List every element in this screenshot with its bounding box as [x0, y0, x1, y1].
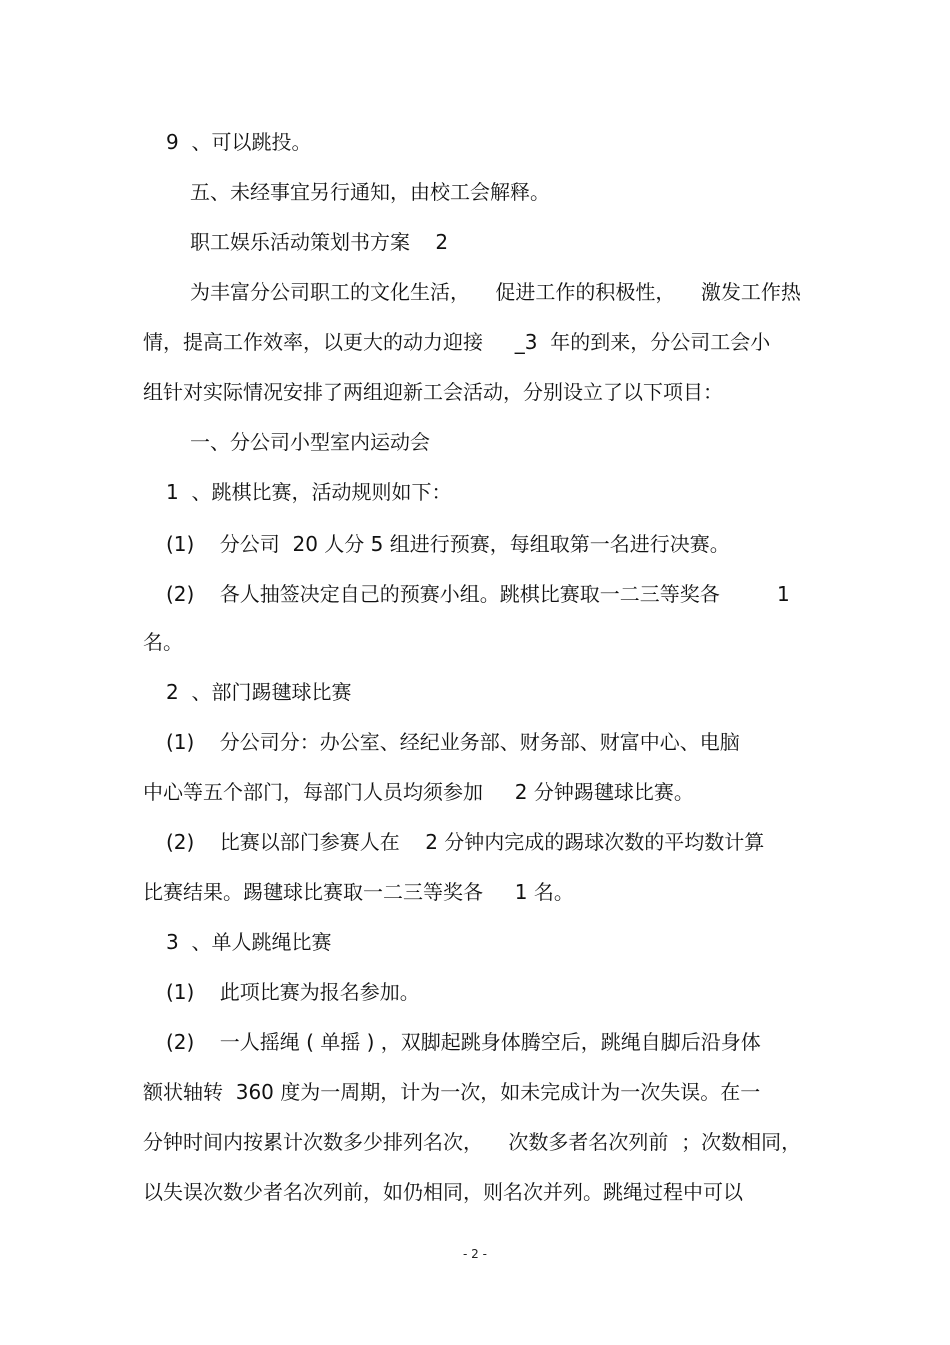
text-line: 组针对实际情况安排了两组迎新工会活动，分别设立了以下项目： [143, 380, 723, 404]
text-line: 额状轴转 360 度为一周期，计为一次，如未完成计为一次失误。在一 [143, 1080, 761, 1104]
text-line: 中心等五个部门，每部门人员均须参加 2 分钟踢毽球比赛。 [143, 780, 694, 804]
text-line: (2) 一人摇绳 ( 单摇 ) ，双脚起跳身体腾空后，跳绳自脚后沿身体 [166, 1030, 761, 1054]
text-line: (2) 各人抽签决定自己的预赛小组。跳棋比赛取一二三等奖各 1 [166, 582, 790, 606]
text-line: 五、未经事宜另行通知，由校工会解释。 [190, 180, 550, 204]
text-line: 为丰富分公司职工的文化生活， 促进工作的积极性， 激发工作热 [190, 280, 801, 304]
page-number: - 2 - [463, 1247, 487, 1261]
text-line: (2) 比赛以部门参赛人在 2 分钟内完成的踢球次数的平均数计算 [166, 830, 765, 854]
text-line: 名。 [143, 630, 183, 654]
text-line: 9 、可以跳投。 [166, 130, 312, 154]
text-line: 分钟时间内按累计次数多少排列名次， 次数多者名次列前 ；次数相同， [143, 1130, 802, 1154]
text-line: (1) 分公司分：办公室、经纪业务部、财务部、财富中心、电脑 [166, 730, 740, 754]
text-line: 一、分公司小型室内运动会 [190, 430, 430, 454]
text-line: 职工娱乐活动策划书方案 2 [190, 230, 449, 254]
text-line: 3 、单人跳绳比赛 [166, 930, 332, 954]
text-line: 1 、跳棋比赛，活动规则如下： [166, 480, 452, 504]
text-line: (1) 分公司 20 人分 5 组进行预赛，每组取第一名进行决赛。 [166, 532, 730, 556]
text-line: 以失误次数少者名次列前，如仍相同，则名次并列。跳绳过程中可以 [143, 1180, 743, 1204]
text-line: 情，提高工作效率，以更大的动力迎接 _3 年的到来，分公司工会小 [143, 330, 771, 354]
text-line: 2 、部门踢毽球比赛 [166, 680, 352, 704]
text-line: (1) 此项比赛为报名参加。 [166, 980, 420, 1004]
text-line: 比赛结果。踢毽球比赛取一二三等奖各 1 名。 [143, 880, 574, 904]
